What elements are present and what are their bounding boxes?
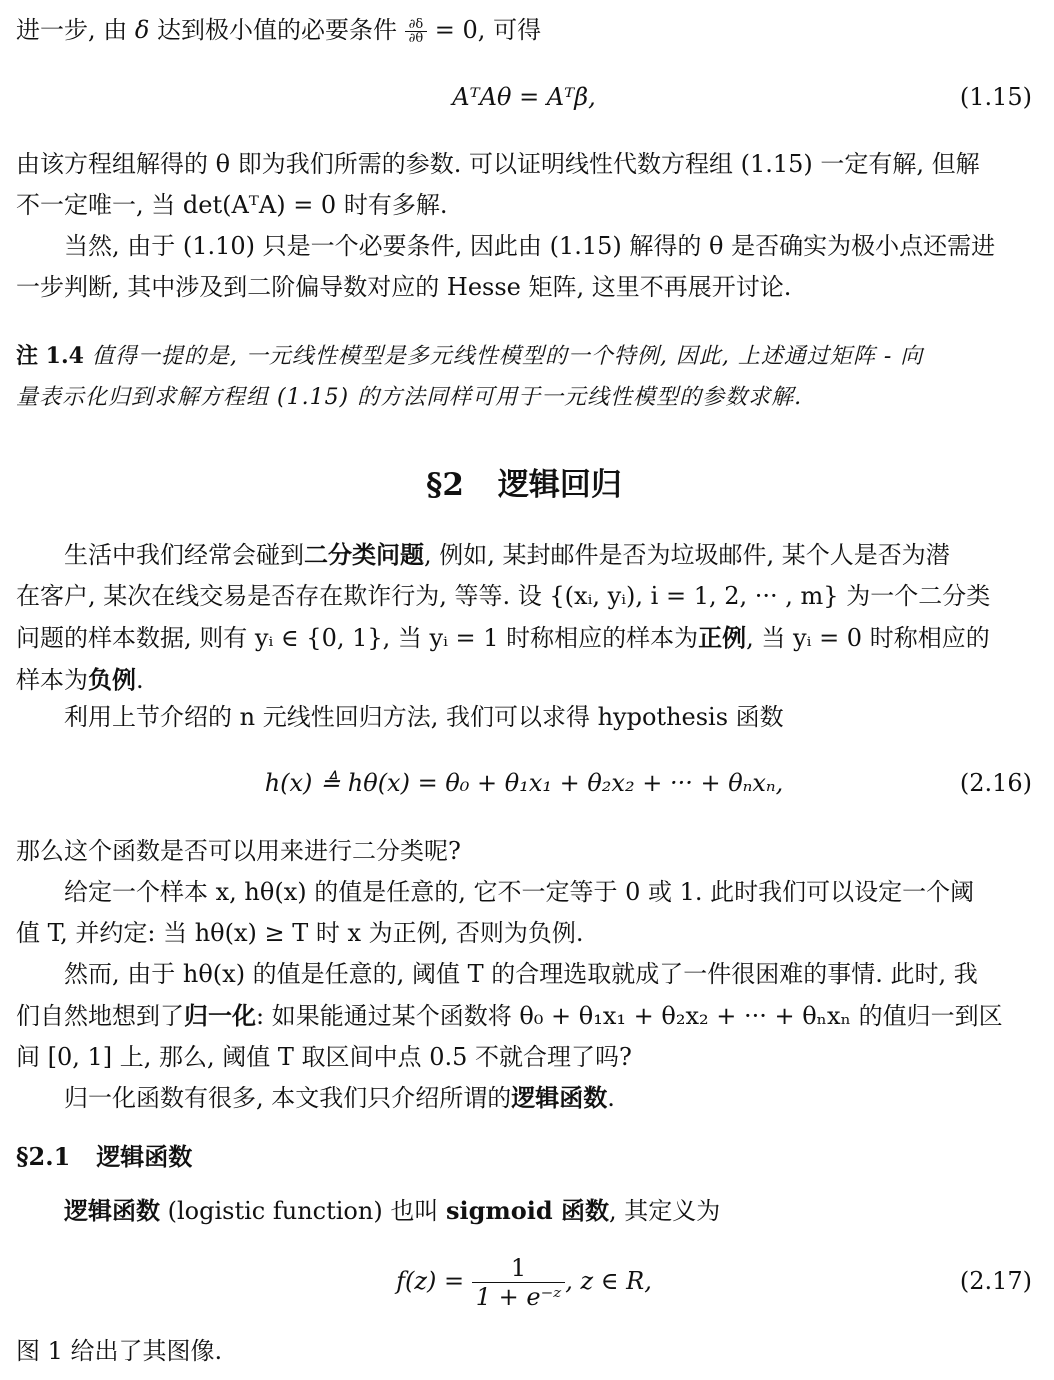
- text-line: 当然, 由于 (1.10) 只是一个必要条件, 因此由 (1.15) 解得的 θ 是否确实为极小点还需进: [64, 232, 996, 260]
- term-negative: 负例: [88, 665, 136, 694]
- text-line: 值 T, 并约定: 当 hθ(x) ≥ T 时 x 为正例, 否则为负例.: [16, 919, 584, 947]
- equation-body: f(z) = $\frac{1}{\text{1 + e⁻ᶻ}}$ , z ∈ R,: [396, 1254, 652, 1311]
- fraction-numerator: ∂δ: [405, 18, 428, 32]
- equation-2-17: [16, 1250, 1032, 1312]
- text-line: 间 [0, 1] 上, 那么, 阈值 T 取区间中点 0.5 不就合理了吗?: [16, 1043, 632, 1071]
- note-1-4: [16, 336, 1032, 418]
- term-sigmoid: sigmoid 函数: [445, 1196, 610, 1225]
- paragraph-normalization: [16, 954, 1032, 1078]
- paragraph-threshold: [16, 872, 1032, 954]
- text-run: = 0, 可得: [427, 16, 542, 44]
- text-run: 进一步, 由: [16, 16, 135, 44]
- term-binary-classification: 二分类问题: [304, 540, 424, 569]
- paragraph-hypothesis: [16, 697, 1032, 738]
- text-line: 们自然地想到了归一化: 如果能通过某个函数将 θ₀ + θ₁x₁ + θ₂x₂ + ··· + θₙxₙ 的值归一到区: [16, 1001, 1003, 1030]
- term-normalization: 归一化: [184, 1001, 256, 1030]
- paragraph-logistic-intro: [16, 1077, 1032, 1119]
- text-line: 利用上节介绍的 n 元线性回归方法, 我们可以求得 hypothesis 函数: [64, 703, 784, 731]
- section-title: 逻辑回归: [497, 467, 622, 503]
- subsection-title: 逻辑函数: [96, 1142, 193, 1171]
- paragraph-figure-ref: [16, 1331, 1032, 1372]
- text-run: 值得一提的是, 一元线性模型是多元线性模型的一个特例, 因此, 上述通过矩阵 - 向: [83, 344, 924, 369]
- text-line: 图 1 给出了其图像.: [16, 1337, 223, 1365]
- sigmoid-fraction: [472, 1254, 565, 1311]
- text-line: 样本为负例.: [16, 665, 144, 694]
- math-symbol: δ: [134, 16, 150, 44]
- equation-2-16: [16, 758, 1032, 808]
- subsection-heading: [16, 1137, 192, 1177]
- fraction-numerator: 1: [472, 1254, 565, 1283]
- paragraph-hesse: [16, 226, 1032, 308]
- term-logistic-function: 逻辑函数: [64, 1196, 160, 1225]
- equation-body: AᵀAθ = Aᵀβ,: [452, 83, 596, 111]
- section-number: §2: [426, 467, 464, 503]
- text-line: 由该方程组解得的 θ 即为我们所需的参数. 可以证明线性代数方程组 (1.15) 一定有解, 但解: [16, 150, 980, 178]
- text-line: 逻辑函数 (logistic function) 也叫 sigmoid 函数, 其定义为: [64, 1196, 721, 1225]
- equation-1-15: [16, 72, 1032, 122]
- text-line: 问题的样本数据, 则有 yᵢ ∈ {0, 1}, 当 yᵢ = 1 时称相应的样本为正例, 当 yᵢ = 0 时称相应的: [16, 623, 990, 652]
- text-line: 生活中我们经常会碰到二分类问题, 例如, 某封邮件是否为垃圾邮件, 某个人是否为潜: [64, 540, 950, 569]
- intro-line: [16, 10, 1032, 51]
- equation-body: h(x) ≜ hθ(x) = θ₀ + θ₁x₁ + θ₂x₂ + ··· + θₙxₙ,: [264, 769, 784, 797]
- fraction-denominator: 1 + e⁻ᶻ: [475, 1283, 562, 1311]
- equation-number: (2.17): [959, 1267, 1032, 1295]
- term-positive: 正例: [698, 623, 747, 652]
- partial-derivative-fraction: [405, 18, 428, 45]
- note-label: 注 1.4: [16, 343, 84, 369]
- equation-number: (1.15): [959, 83, 1032, 111]
- term-logistic-function: 逻辑函数: [511, 1083, 608, 1112]
- text-line: [16, 336, 1032, 377]
- section-heading: [16, 465, 1032, 505]
- text-line: 在客户, 某次在线交易是否存在欺诈行为, 等等. 设 {(xᵢ, yᵢ), i = 1, 2, ··· , m} 为一个二分类: [16, 582, 991, 610]
- paragraph-sigmoid-definition: [16, 1190, 1032, 1232]
- text-line: 然而, 由于 hθ(x) 的值是任意的, 阈值 T 的合理选取就成了一件很困难的事情. 此时, 我: [64, 960, 978, 988]
- paragraph-binary-classification: [16, 534, 1032, 701]
- fraction-denominator: ∂θ: [408, 31, 424, 46]
- text-line: 量表示化归到求解方程组 (1.15) 的方法同样可用于一元线性模型的参数求解.: [16, 385, 803, 410]
- paragraph-solution: [16, 144, 1032, 226]
- text-line: 不一定唯一, 当 det(AᵀA) = 0 时有多解.: [16, 191, 448, 219]
- text-line: 给定一个样本 x, hθ(x) 的值是任意的, 它不一定等于 0 或 1. 此时我们可以设定一个阈: [64, 878, 975, 906]
- text-line: 那么这个函数是否可以用来进行二分类呢?: [16, 837, 461, 865]
- equation-number: (2.16): [959, 769, 1032, 797]
- text-run: 达到极小值的必要条件: [149, 16, 405, 44]
- text-line: 一步判断, 其中涉及到二阶偏导数对应的 Hesse 矩阵, 这里不再展开讨论.: [16, 273, 792, 301]
- paragraph-question: [16, 831, 1032, 872]
- subsection-number: §2.1: [16, 1142, 71, 1171]
- text-line: 归一化函数有很多, 本文我们只介绍所谓的逻辑函数.: [64, 1083, 615, 1112]
